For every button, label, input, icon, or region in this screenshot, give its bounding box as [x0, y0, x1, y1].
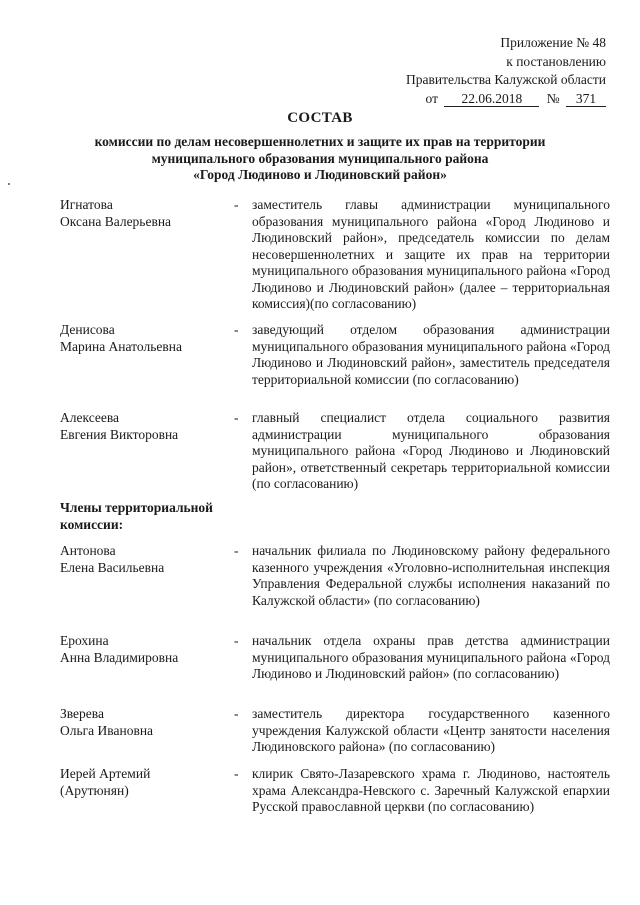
- given-names: Оксана Валерьевна: [60, 213, 172, 229]
- date-prefix: от: [425, 90, 438, 106]
- appendix-reference: к постановлению: [506, 53, 606, 69]
- person-name: [60, 706, 230, 739]
- given-names: Ольга Ивановна: [60, 722, 154, 738]
- surname: Иерей Артемий: [60, 766, 151, 781]
- surname: Денисова: [60, 322, 115, 337]
- given-names: Марина Анатольевна: [60, 338, 182, 354]
- surname: Антонова: [60, 543, 116, 558]
- title-line-1: комиссии по делам несовершеннолетних и защите их прав на территории: [94, 134, 546, 149]
- dash-separator: -: [234, 633, 239, 648]
- position-description: клирик Свято-Лазаревского храма г. Людиново, настоятель храма Александра-Невского с. Заречный Калужской епархии Русской православной церкви (по согласованию): [252, 766, 610, 814]
- dash-separator: -: [234, 322, 239, 337]
- appendix-authority: Правительства Калужской области: [405, 72, 606, 87]
- given-names: (Арутюнян): [60, 782, 129, 798]
- dash-separator: -: [234, 197, 239, 212]
- position-description: начальник отдела охраны прав детства администрации муниципального образования муниципального района «Город Людиново и Людиновский район» (по согласованию): [252, 633, 610, 681]
- dash-separator: -: [234, 543, 239, 558]
- person-name: [60, 322, 230, 355]
- decree-number: 371: [566, 91, 606, 107]
- person-name: [60, 543, 230, 576]
- members-heading-line-2: комиссии:: [60, 516, 124, 532]
- position-description: начальник филиала по Людиновскому району федерального казенного учреждения «Уголовно-исполнительная инспекция Управления Федеральной службы исполнения наказаний по Калужской области» (по согласованию): [252, 543, 610, 608]
- title-line-3: «Город Людиново и Людиновский район»: [193, 167, 447, 182]
- decree-date: 22.06.2018: [444, 91, 539, 107]
- dash-separator: -: [234, 410, 239, 425]
- position-description: заместитель главы администрации муниципального образования муниципального района «Город Людиново и Людиновский район», председатель комиссии по делам несовершеннолетних и защите их прав на территории муниципального образования муниципального района «Город Людиново и Людиновский район» (далее – территориальная комиссия)(по согласованию): [252, 197, 610, 311]
- surname: Алексеева: [60, 410, 120, 425]
- members-heading-line-1: Члены территориальной: [60, 500, 213, 515]
- number-prefix: №: [546, 90, 560, 106]
- position-description: главный специалист отдела социального развития администрации муниципального образования муниципального района «Город Людиново и Людиновский район», ответственный секретарь территориальной комиссии (по согласованию): [252, 410, 610, 491]
- given-names: Елена Васильевна: [60, 559, 165, 575]
- person-name: [60, 410, 230, 443]
- title-line-2: муниципального образования муниципального района: [151, 150, 489, 166]
- members-heading: [60, 500, 240, 533]
- appendix-date-line: [426, 90, 607, 109]
- position-description: заведующий отделом образования администрации муниципального образования муниципального района «Город Людиново и Людиновский район», заместитель председателя территориальной комиссии (по согласованию): [252, 322, 610, 387]
- position-description: заместитель директора государственного казенного учреждения Калужской области «Центр занятости населения Людиновского района» (по согласованию): [252, 706, 610, 754]
- appendix-header: [406, 34, 606, 108]
- given-names: Евгения Викторовна: [60, 426, 179, 442]
- appendix-number: Приложение № 48: [500, 35, 606, 50]
- surname: Игнатова: [60, 197, 113, 212]
- given-names: Анна Владимировна: [60, 649, 179, 665]
- dash-separator: -: [234, 766, 239, 781]
- surname: Ерохина: [60, 633, 109, 648]
- person-name: [60, 633, 230, 666]
- person-name: [60, 766, 230, 799]
- person-name: [60, 197, 230, 230]
- dash-separator: -: [234, 706, 239, 721]
- title-main: СОСТАВ: [287, 110, 353, 126]
- document-title: [0, 108, 640, 184]
- surname: Зверева: [60, 706, 104, 721]
